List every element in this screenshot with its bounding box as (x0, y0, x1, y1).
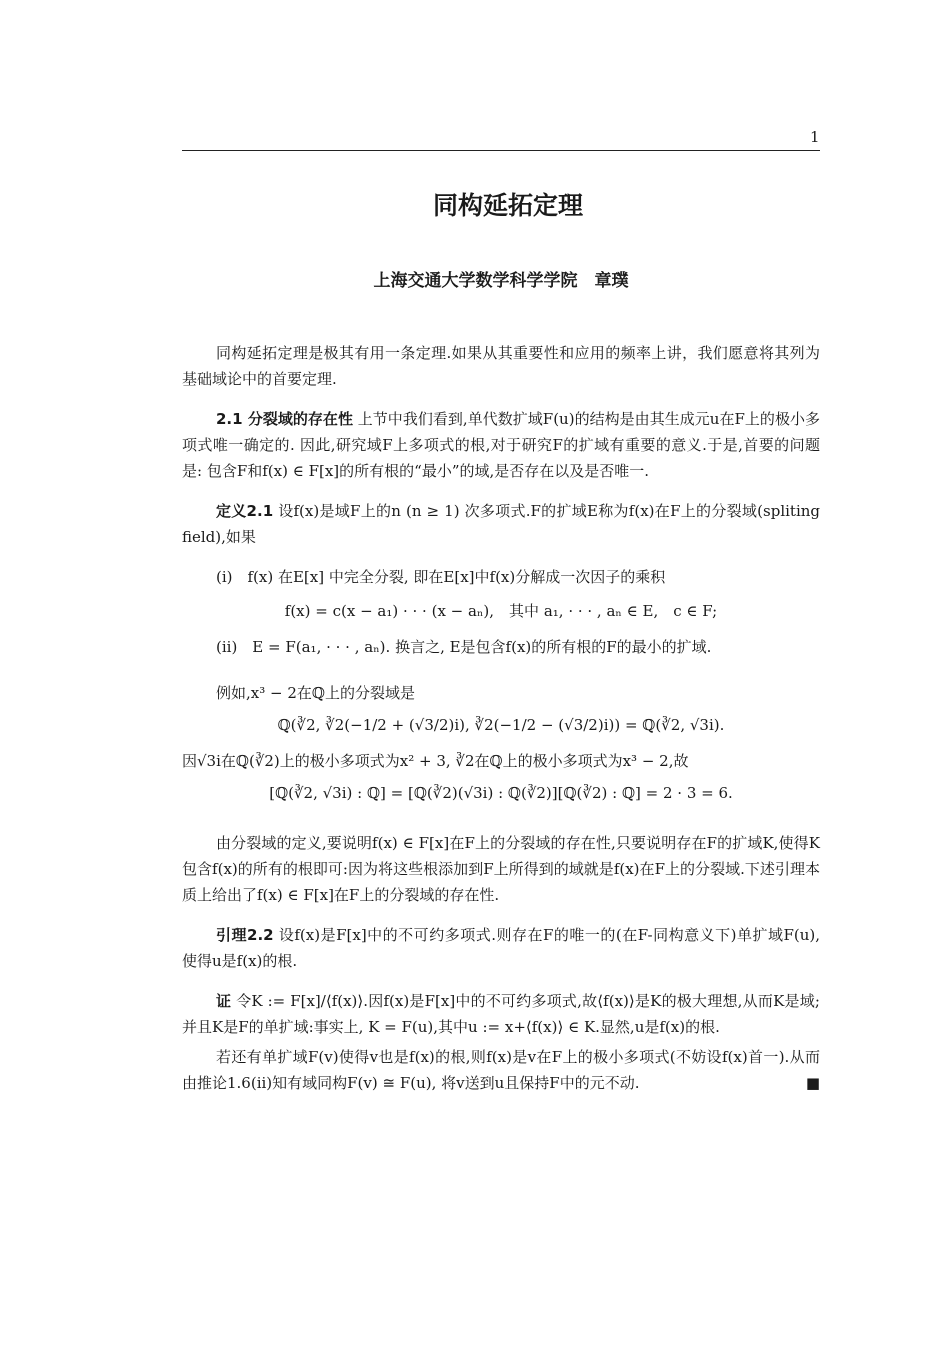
paper-body (182, 340, 820, 1110)
definition-2-1 (182, 498, 820, 550)
paragraph-existence: 由分裂域的定义,要说明f(x) ∈ F[x]在F上的分裂域的存在性,只要说明存在F的扩域K,使得K包含f(x)的所有的根即可:因为将这些根添加到F上所得到的域就是f(x)在F上的分裂域.下述引理本质上给出了f(x) ∈ F[x]在F上的分裂域的存在性. (182, 834, 820, 904)
equation-factorization: f(x) = c(x − a₁) · · · (x − aₙ), 其中 a₁, · · · , aₙ ∈ E, c ∈ F; (284, 602, 718, 620)
lemma-2-2 (182, 922, 820, 974)
definition-text: 设f(x)是域F上的n (n ≥ 1) 次多项式.F的扩域E称为f(x)在F上的分裂域(spliting field),如果 (182, 502, 821, 546)
section-2-1 (182, 406, 820, 484)
definition-heading: 定义2.1 (216, 502, 274, 520)
intro-paragraph: 同构延拓定理是极其有用一条定理.如果从其重要性和应用的频率上讲，我们愿意将其列为基础域论中的首要定理. (182, 344, 820, 388)
example-intro: 例如,x³ − 2在ℚ上的分裂域是 (216, 684, 415, 702)
example-text: 因√3i在ℚ(∛2)上的极小多项式为x² + 3, ∛2在ℚ上的极小多项式为x³ − 2,故 (182, 752, 689, 770)
proof-heading: 证 (216, 992, 232, 1010)
qed-symbol: ■ (805, 1074, 820, 1092)
header-rule (182, 150, 820, 151)
definition-item-i: (i) f(x) 在E[x] 中完全分裂, 即在E[x]中f(x)分解成一次因子的乘积 (216, 568, 666, 586)
proof-continued (182, 1044, 820, 1096)
author-line: 上海交通大学数学科学学院 章璞 (373, 271, 629, 291)
equation-splitting-field: ℚ(∛2, ∛2(−1/2 + (√3/2)i), ∛2(−1/2 − (√3/2)i)) = ℚ(∛2, √3i). (277, 716, 725, 734)
section-text: 上节中我们看到,单代数扩域F(u)的结构是由其生成元u在F上的极小多项式唯一确定的. 因此,研究域F上多项式的根,对于研究F的扩域有重要的意义.于是,首要的问题是: 包含F和f(x) ∈ F[x]的所有根的“最小”的域,是否存在以及是否唯一. (182, 410, 820, 480)
proof-text-2: 若还有单扩域F(v)使得v也是f(x)的根,则f(x)是v在F上的极小多项式(不妨设f(x)首一).从而由推论1.6(ii)知有域同构F(v) ≅ F(u), 将v送到u且保持F中的元不动. (182, 1048, 820, 1092)
equation-degree: [ℚ(∛2, √3i) : ℚ] = [ℚ(∛2)(√3i) : ℚ(∛2)][ℚ(∛2) : ℚ] = 2 · 3 = 6. (269, 784, 733, 802)
lemma-text: 设f(x)是F[x]中的不可约多项式.则存在F的唯一的(在F-同构意义下)单扩域F(u), 使得u是f(x)的根. (182, 926, 821, 970)
page-number: 1 (810, 128, 820, 146)
proof-text: 令K := F[x]/⟨f(x)⟩.因f(x)是F[x]中的不可约多项式,故⟨f(x)⟩是K的极大理想,从而K是域; 并且K是F的单扩域:事实上, K = F(u),其中u := x+⟨f(x)⟩ ∈ K.显然,u是f(x)的根. (182, 992, 820, 1036)
lemma-heading: 引理2.2 (216, 926, 274, 944)
definition-item-ii: (ii) E = F(a₁, · · · , aₙ). 换言之, E是包含f(x)的所有根的F的最小的扩域. (216, 638, 712, 656)
proof (182, 988, 820, 1040)
section-heading: 2.1 分裂域的存在性 (216, 410, 353, 428)
paper-title: 同构延拓定理 (432, 191, 583, 220)
